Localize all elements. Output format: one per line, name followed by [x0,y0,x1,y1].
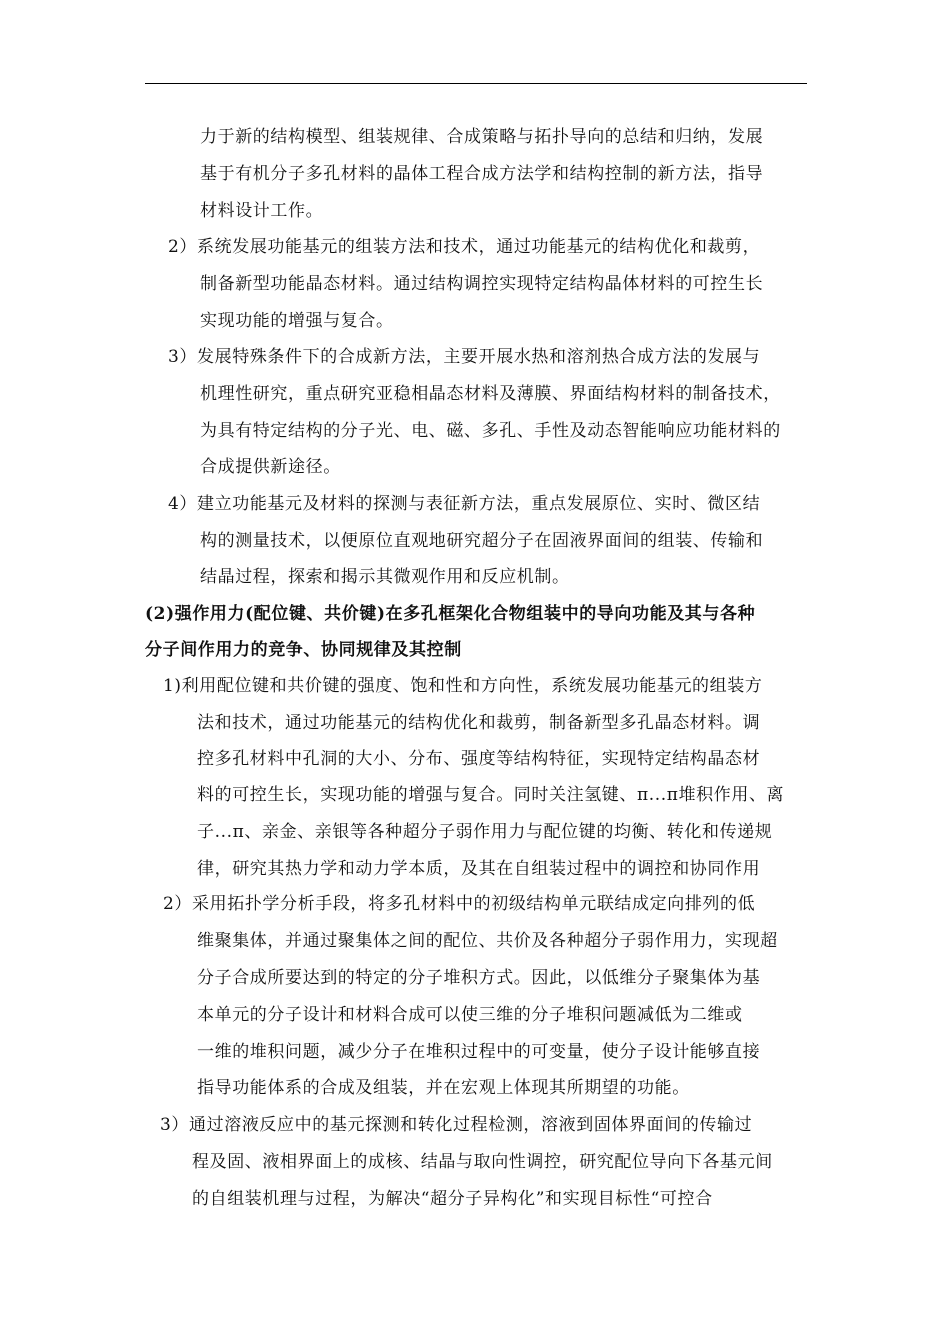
header-rule [145,83,807,84]
text-line-1: 力于新的结构模型、组装规律、合成策略与拓扑导向的总结和归纳，发展 [200,127,764,147]
section-item-2-line-5: 一维的堆积问题，减少分子在堆积过程中的可变量，使分子设计能够直接 [197,1042,761,1062]
section-item-1-line-5: 子...π、亲金、亲银等各种超分子弱作用力与配位键的均衡、转化和传递规 [197,822,773,842]
list-item-4-line-1: 4）建立功能基元及材料的探测与表征新方法，重点发展原位、实时、微区结 [168,494,761,514]
list-item-2-line-3: 实现功能的增强与复合。 [200,311,394,331]
section-item-2-line-6: 指导功能体系的合成及组装，并在宏观上体现其所期望的功能。 [197,1078,690,1098]
list-item-3-line-3: 为具有特定结构的分子光、电、磁、多孔、手性及动态智能响应功能材料的 [200,421,781,441]
list-item-4-line-3: 结晶过程，探索和揭示其微观作用和反应机制。 [200,567,570,587]
list-item-3-line-1: 3）发展特殊条件下的合成新方法，主要开展水热和溶剂热合成方法的发展与 [168,347,761,367]
section-item-1-line-3: 控多孔材料中孔洞的大小、分布、强度等结构特征，实现特定结构晶态材 [197,749,761,769]
list-item-3-line-4: 合成提供新途径。 [200,457,341,477]
list-item-2-line-1: 2）系统发展功能基元的组装方法和技术，通过功能基元的结构优化和裁剪， [168,237,761,257]
section-item-3-line-1: 3）通过溶液反应中的基元探测和转化过程检测，溶液到固体界面间的传输过 [160,1115,753,1135]
section-item-3-line-2: 程及固、液相界面上的成核、结晶与取向性调控，研究配位导向下各基元间 [192,1152,773,1172]
list-item-3-line-2: 机理性研究，重点研究亚稳相晶态材料及薄膜、界面结构材料的制备技术， [200,384,781,404]
text-line-3: 材料设计工作。 [200,201,324,221]
section-item-2-line-2: 维聚集体，并通过聚集体之间的配位、共价及各种超分子弱作用力，实现超 [197,931,778,951]
section-heading-line-1: (2)强作用力(配位键、共价键)在多孔框架化合物组装中的导向功能及其与各种 [145,604,756,624]
section-item-2-line-3: 分子合成所要达到的特定的分子堆积方式。因此，以低维分子聚集体为基 [197,968,761,988]
section-item-1-line-2: 法和技术，通过功能基元的结构优化和裁剪，制备新型多孔晶态材料。调 [197,713,761,733]
list-item-2-line-2: 制备新型功能晶态材料。通过结构调控实现特定结构晶体材料的可控生长 [200,274,764,294]
section-item-2-line-4: 本单元的分子设计和材料合成可以使三维的分子堆积问题减低为二维或 [197,1005,743,1025]
section-item-1-line-1: 1)利用配位键和共价键的强度、饱和性和方向性，系统发展功能基元的组装方 [163,676,763,696]
section-item-2-line-1: 2）采用拓扑学分析手段，将多孔材料中的初级结构单元联结成定向排列的低 [163,894,756,914]
list-item-4-line-2: 构的测量技术，以便原位直观地研究超分子在固液界面间的组装、传输和 [200,531,764,551]
section-item-3-line-3: 的自组装机理与过程，为解决“超分子异构化”和实现目标性“可控合 [192,1189,713,1209]
section-item-1-line-4: 料的可控生长，实现功能的增强与复合。同时关注氢键、π...π堆积作用、离 [197,785,785,805]
section-item-1-line-6: 律，研究其热力学和动力学本质，及其在自组装过程中的调控和协同作用 [197,859,761,879]
text-line-2: 基于有机分子多孔材料的晶体工程合成方法学和结构控制的新方法，指导 [200,164,764,184]
section-heading-line-2: 分子间作用力的竞争、协同规律及其控制 [145,640,462,660]
